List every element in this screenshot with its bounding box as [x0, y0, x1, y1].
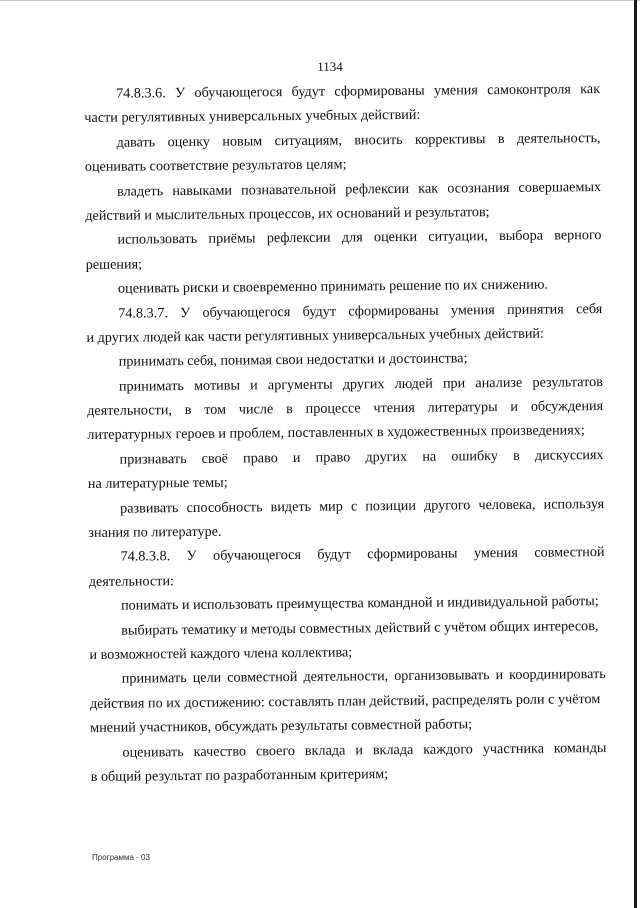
- text-line: части регулятивных универсальных учебных действий:: [84, 107, 421, 127]
- page-number: 1134: [317, 59, 343, 74]
- text-line: владеть навыками познавательной рефлексии как осознания совершаемых: [116, 178, 602, 200]
- text-line: и других людей как части регулятивных универсальных учебных действий:: [86, 325, 544, 346]
- text-line: деятельности, в том числе в процессе чтения литературы и обсуждения: [87, 398, 604, 420]
- text-line: использовать приёмы рефлексии для оценки ситуации, выбора верного: [117, 227, 602, 249]
- text-line: оценивать риски и своевременно принимать решение по их снижению.: [117, 276, 549, 297]
- text-line: в общий результат по разработанным критериям;: [90, 766, 389, 785]
- text-line: и возможностей каждого члена коллектива;: [89, 644, 353, 663]
- text-line: действий и мыслительных процессов, их оснований и результатов;: [85, 204, 490, 224]
- scan-edge-top: [0, 0, 640, 1]
- text-line: оценивать соответствие результатов целям;: [84, 156, 347, 176]
- text-line: 74.8.3.6. У обучающегося будут сформированы умения самоконтроля как: [116, 81, 601, 102]
- text-line: принимать себя, понимая свои недостатки и достоинства;: [118, 350, 468, 370]
- document-body: [84, 77, 607, 789]
- text-line: развивать способность видеть мир с позиции другого человека, используя: [120, 495, 605, 517]
- text-line: деятельности:: [88, 572, 175, 590]
- text-line: признавать своё право и право других на ошибку в дискуссиях: [119, 446, 604, 468]
- text-line: 74.8.3.7. У обучающегося будут сформированы умения принятия себя: [118, 300, 603, 322]
- text-line: решения;: [85, 256, 143, 273]
- text-line: принимать мотивы и аргументы других людей при анализе результатов: [118, 373, 603, 395]
- text-line: 74.8.3.8. У обучающегося будут сформированы умения совместной: [120, 544, 605, 566]
- text-line: оценивать качество своего вклада и вклада каждого участника команды: [122, 739, 607, 761]
- footer-label: Программа - 03: [92, 853, 150, 862]
- text-line: понимать и использовать преимущества командной и индивидуальной работы;: [120, 593, 599, 614]
- text-line: выбирать тематику и методы совместных действий с учётом общих интересов,: [121, 617, 599, 639]
- text-line: мнений участников, обсуждать результаты совместной работы;: [90, 716, 473, 737]
- text-line: знания по литературе.: [88, 523, 222, 542]
- text-line: на литературные темы;: [87, 474, 228, 493]
- text-line: литературных героев и проблем, поставленных в художественных произведениях;: [87, 422, 585, 444]
- text-line: давать оценку новым ситуациям, вносить коррективы в деятельность,: [116, 129, 601, 151]
- scan-edge-right: [634, 0, 637, 908]
- text-line: действия по их достижению: составлять план действий, распределять роли с учётом: [89, 690, 601, 712]
- text-line: принимать цели совместной деятельности, организовывать и координировать: [121, 666, 606, 688]
